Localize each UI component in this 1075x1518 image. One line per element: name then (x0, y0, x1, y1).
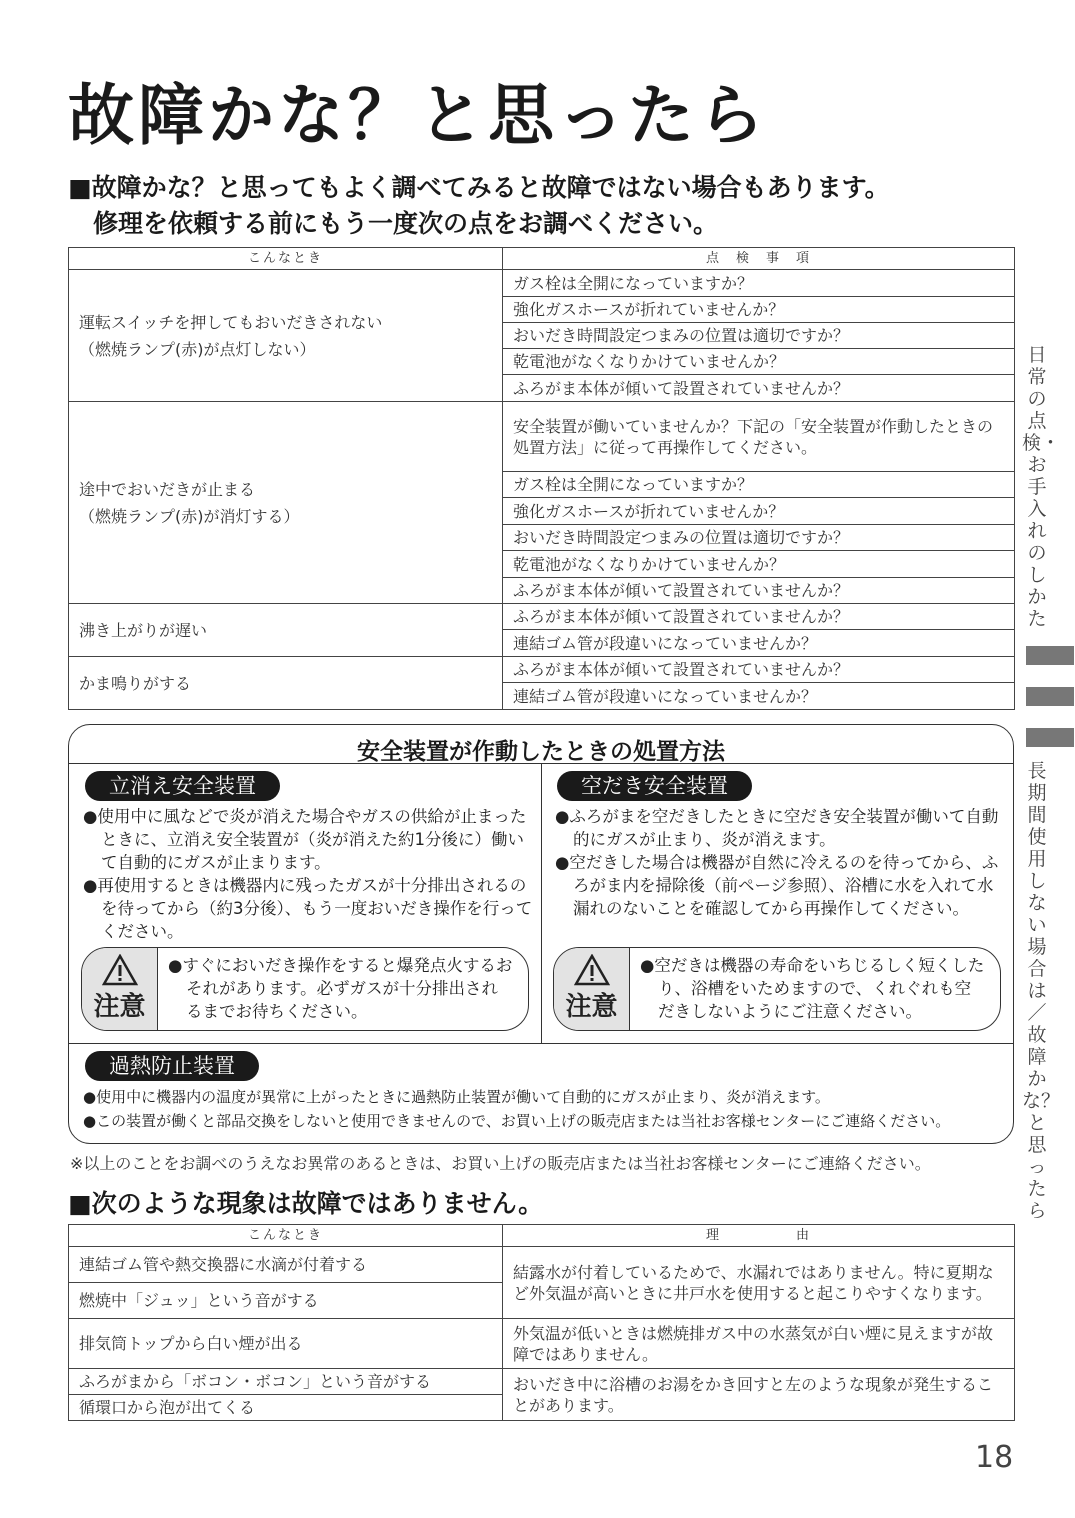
check-item: 強化ガスホースが折れていませんか？ (503, 297, 1015, 323)
table-row (69, 604, 1015, 630)
condition-cell (69, 402, 503, 604)
check-item: ふろがま本体が傾いて設置されていませんか？ (503, 604, 1015, 630)
pill-overheat-prevention-device: 過熱防止装置 (85, 1051, 259, 1081)
flame-failure-bullets (83, 805, 533, 943)
overheat-bullets (83, 1085, 1007, 1133)
check-item: おいだき時間設定つまみの位置は適切ですか？ (503, 323, 1015, 349)
page-number: 18 (975, 1440, 1014, 1475)
check-item: ガス栓は全開になっていますか？ (503, 270, 1015, 297)
divider (69, 1043, 1013, 1044)
reason-cell: おいだき中に浴槽のお湯をかき回すと左のような現象が発生することがあります。 (503, 1369, 1015, 1421)
condition-cell: 沸き上がりが遅い (69, 604, 503, 657)
caution-left (81, 947, 529, 1031)
sidebar-bar (1026, 687, 1074, 706)
bullet-item: ●使用中に風などで炎が消えた場合やガスの供給が止まったときに、立消え安全装置が（炎が消えた約1分後に）働いて自動的にガスが止まります。 (83, 807, 527, 872)
col-header-condition: こんなとき (69, 1225, 503, 1247)
condition-cell: 連結ゴム管や熱交換器に水滴が付着する (69, 1247, 503, 1283)
bullet-item: ●ふろがまを空だきしたときに空だき安全装置が働いて自動的にガスが止まり、炎が消えます。 (555, 807, 999, 849)
divider (541, 763, 542, 1043)
table-row (69, 270, 1015, 297)
troubleshoot-table (68, 247, 1015, 710)
caution-right (553, 947, 1001, 1031)
pill-dry-heating-device: 空だき安全装置 (557, 771, 752, 801)
section2-heading: ■次のような現象は故障ではありません。 (68, 1189, 544, 1218)
sidebar-bar (1026, 646, 1074, 665)
reason-cell: 外気温が低いときは燃焼排ガス中の水蒸気が白い煙に見えますが故障ではありません。 (503, 1319, 1015, 1369)
pill-flame-failure-device: 立消え安全装置 (85, 771, 280, 801)
table-row (69, 1247, 1015, 1283)
warning-icon (102, 954, 138, 986)
condition-cell: 排気筒トップから白い煙が出る (69, 1319, 503, 1369)
check-item: 乾電池がなくなりかけていませんか？ (503, 349, 1015, 375)
table-row (69, 402, 1015, 472)
check-item: ふろがま本体が傾いて設置されていませんか？ (503, 375, 1015, 402)
check-item: 安全装置が働いていませんか？下記の「安全装置が作動したときの処置方法」に従って再操作してください。 (503, 402, 1015, 472)
condition-line: 途中でおいだきが止まる (79, 479, 256, 499)
sidebar-chapter-upper: 日常の点検・お手入れのしかた (1022, 344, 1061, 630)
check-item: 乾電池がなくなりかけていませんか？ (503, 551, 1015, 578)
warning-icon (574, 954, 610, 986)
table-row (69, 1319, 1015, 1369)
check-item: 連結ゴム管が段違いになっていませんか？ (503, 683, 1015, 710)
check-item: ふろがま本体が傾いて設置されていませんか？ (503, 657, 1015, 683)
check-item: 連結ゴム管が段違いになっていませんか？ (503, 630, 1015, 657)
condition-line: （燃焼ランプ(赤)が消灯する） (79, 506, 300, 526)
check-item: おいだき時間設定つまみの位置は適切ですか？ (503, 525, 1015, 551)
caution-text-body: ●空だきは機器の寿命をいちじるしく短くしたり、浴槽をいためますので、くれぐれも空だきしないようにご注意ください。 (640, 956, 985, 1021)
col-header-condition: こんなとき (69, 248, 503, 270)
col-header-check: 点 検 事 項 (503, 248, 1015, 270)
dry-heating-bullets (555, 805, 1007, 920)
check-item: 強化ガスホースが折れていませんか？ (503, 498, 1015, 525)
bullet-item: ●空だきした場合は機器が自然に冷えるのを待ってから、ふろがま内を掃除後（前ページ参照）、浴槽に水を入れて水漏れのないことを確認してから再操作してください。 (555, 853, 999, 918)
section1-heading-line2: 修理を依頼する前にもう一度次の点をお調べください。 (68, 209, 719, 238)
bullet-item: ●この装置が働くと部品交換をしないと使用できませんので、お買い上げの販売店または当社お客様センターにご連絡ください。 (83, 1112, 951, 1130)
caution-text-body: ●すぐにおいだき操作をすると爆発点火するおそれがあります。必ずガスが十分排出されるまでお待ちください。 (168, 956, 513, 1021)
table-row (69, 657, 1015, 683)
sidebar-bar (1026, 728, 1074, 747)
caution-badge (554, 948, 630, 1030)
caution-text (640, 954, 986, 1023)
condition-line: 運転スイッチを押してもおいだきされない (79, 312, 383, 332)
bullet-item: ●再使用するときは機器内に残ったガスが十分排出されるのを待ってから（約3分後）、もう一度おいだき操作を行ってください。 (83, 876, 533, 941)
condition-cell: ふろがまから「ボコン・ボコン」という音がする (69, 1369, 503, 1395)
caution-label: 注意 (565, 992, 618, 1022)
bullet-item: ●使用中に機器内の温度が異常に上がったときに過熱防止装置が働いて自動的にガスが止まり、炎が消えます。 (83, 1088, 830, 1106)
condition-cell (69, 270, 503, 402)
condition-cell: 循環口から泡が出てくる (69, 1395, 503, 1421)
safety-procedure-box (68, 724, 1014, 1144)
condition-cell: 燃焼中「ジュッ」という音がする (69, 1283, 503, 1319)
safety-box-title: 安全装置が作動したときの処置方法 (357, 739, 725, 765)
page-title: 故障かな？と思ったら (68, 77, 768, 154)
section1-heading-line1: ■故障かな？と思ってもよく調べてみると故障ではない場合もあります。 (68, 173, 890, 202)
sidebar-chapter-lower: 長期間使用しない場合は／故障かな？と思ったら (1022, 760, 1061, 1222)
check-item: ふろがま本体が傾いて設置されていませんか？ (503, 578, 1015, 604)
caution-label: 注意 (93, 992, 146, 1022)
footnote: ※以上のことをお調べのうえなお異常のあるときは、お買い上げの販売店または当社お客様センターにご連絡ください。 (70, 1154, 931, 1173)
condition-line: （燃焼ランプ(赤)が点灯しない） (79, 339, 316, 359)
caution-text (168, 954, 514, 1023)
check-item: ガス栓は全開になっていますか？ (503, 472, 1015, 498)
not-malfunction-table (68, 1224, 1015, 1421)
table-row (69, 1369, 1015, 1395)
reason-cell: 結露水が付着しているためで、水漏れではありません。特に夏期など外気温が高いときに井戸水を使用すると起こりやすくなります。 (503, 1247, 1015, 1319)
condition-cell: かま鳴りがする (69, 657, 503, 710)
col-header-reason: 理 由 (503, 1225, 1015, 1247)
caution-badge (82, 948, 158, 1030)
